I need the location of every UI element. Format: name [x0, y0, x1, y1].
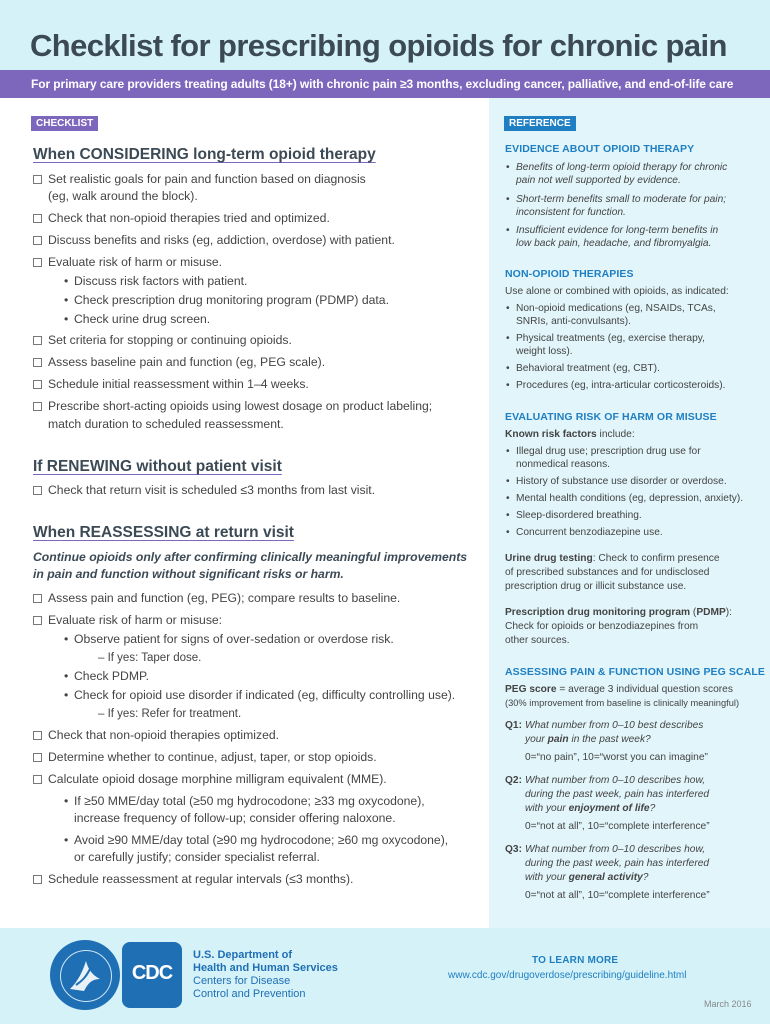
reference-bullet: • Physical treatments (eg, exercise therapy, [516, 332, 705, 345]
reassessing-heading: When REASSESSING at return visit [33, 524, 294, 541]
sub-note: – If yes: Refer for treatment. [98, 708, 242, 720]
reference-bullet: • History of substance use disorder or overdose. [516, 475, 727, 488]
checkbox-icon[interactable] [33, 175, 42, 184]
sub-bullet-cont: increase frequency of follow-up; consider offering naloxone. [74, 811, 396, 825]
checklist-item: Determine whether to continue, adjust, taper, or stop opioids. [48, 750, 377, 764]
checklist-item: Assess baseline pain and function (eg, PEG scale). [48, 355, 326, 369]
sub-bullet: • Check urine drug screen. [74, 311, 210, 327]
learn-more-label: TO LEARN MORE [532, 955, 619, 966]
hhs-name: U.S. Department of Health and Human Services [193, 949, 338, 974]
reference-bullet: • Illegal drug use; prescription drug use for [516, 445, 701, 458]
reference-bullet: • Procedures (eg, intra-articular corticosteroids). [516, 379, 726, 392]
considering-heading: When CONSIDERING long-term opioid therapy [33, 146, 376, 163]
reassessing-note: in pain and function without significant risks or harm. [33, 567, 344, 581]
checkbox-icon[interactable] [33, 594, 42, 603]
pdmp-heading: Prescription drug monitoring program (PDMP): [505, 607, 732, 618]
reference-text: Use alone or combined with opioids, as indicated: [505, 286, 729, 297]
checklist-item: Discuss benefits and risks (eg, addiction, overdose) with patient. [48, 233, 395, 247]
q2-text: What number from 0–10 describes how, [525, 775, 706, 786]
checklist-item-cont: (eg, walk around the block). [48, 189, 198, 203]
reference-bullet: • Behavioral treatment (eg, CBT). [516, 362, 660, 375]
q1-text: What number from 0–10 best describes [525, 720, 704, 731]
page-title: Checklist for prescribing opioids for chronic pain [30, 28, 727, 63]
q2-label: Q2: [505, 775, 522, 786]
checklist-item: Schedule initial reassessment within 1–4 weeks. [48, 377, 309, 391]
reference-bullet-cont: inconsistent for function. [516, 207, 626, 218]
publication-date: March 2016 [704, 999, 752, 1009]
checklist-item: Schedule reassessment at regular intervals (≤3 months). [48, 872, 354, 886]
checkbox-icon[interactable] [33, 258, 42, 267]
checklist-item: Set realistic goals for pain and function based on diagnosis [48, 172, 366, 186]
reference-bullet: • Non-opioid medications (eg, NSAIDs, TCAs, [516, 302, 716, 315]
sub-bullet: • Avoid ≥90 MME/day total (≥90 mg hydrocodone; ≥60 mg oxycodone), [74, 832, 448, 848]
urine-drug-testing: Urine drug testing: Check to confirm presence [505, 553, 720, 564]
reference-bullet: • Benefits of long-term opioid therapy for chronic [516, 161, 727, 174]
checklist-item: Prescribe short-acting opioids using lowest dosage on product labeling; [48, 399, 433, 413]
reference-text: other sources. [505, 635, 570, 646]
reassessing-note: Continue opioids only after confirming clinically meaningful improvements [33, 550, 468, 564]
risk-heading: EVALUATING RISK OF HARM OR MISUSE [505, 411, 717, 423]
reference-text: prescription drug or illicit substance use. [505, 581, 687, 592]
checklist-item: Calculate opioid dosage morphine milligram equivalent (MME). [48, 772, 387, 786]
sub-bullet-cont: or carefully justify; consider specialist referral. [74, 850, 320, 864]
cdc-logo-text: CDC [131, 962, 173, 984]
reference-tag: REFERENCE [504, 116, 576, 131]
reference-bullet-cont: pain not well supported by evidence. [516, 175, 681, 186]
checklist-item: Evaluate risk of harm or misuse: [48, 613, 223, 627]
sub-note: – If yes: Taper dose. [98, 652, 202, 664]
reference-bullet: • Short-term benefits small to moderate for pain; [516, 193, 726, 206]
peg-heading: ASSESSING PAIN & FUNCTION USING PEG SCALE [505, 666, 766, 678]
reference-bullet-cont: weight loss). [516, 346, 573, 357]
checklist-item: Check that non-opioid therapies optimized. [48, 728, 280, 742]
sub-bullet: • If ≥50 MME/day total (≥50 mg hydrocodone; ≥33 mg oxycodone), [74, 793, 425, 809]
peg-score: PEG score = average 3 individual question scores [505, 684, 733, 695]
sub-bullet: • Observe patient for signs of over-sedation or overdose risk. [74, 631, 394, 647]
checkbox-icon[interactable] [33, 616, 42, 625]
checkbox-icon[interactable] [33, 380, 42, 389]
checkbox-icon[interactable] [33, 336, 42, 345]
hhs-eagle-icon [66, 955, 104, 995]
q2-text: during the past week, pain has interfered [525, 789, 710, 800]
checkbox-icon[interactable] [33, 402, 42, 411]
checklist-item: Evaluate risk of harm or misuse. [48, 255, 223, 269]
checkbox-icon[interactable] [33, 753, 42, 762]
sub-bullet: • Check PDMP. [74, 668, 149, 684]
q1-text: your pain in the past week? [525, 734, 651, 745]
checklist-item: Check that non-opioid therapies tried and optimized. [48, 211, 330, 225]
q1-label: Q1: [505, 720, 522, 731]
reference-bullet-cont: nonmedical reasons. [516, 459, 611, 470]
reference-bullet-cont: SNRIs, anti-convulsants). [516, 316, 631, 327]
q3-label: Q3: [505, 844, 522, 855]
checklist-item: Assess pain and function (eg, PEG); compare results to baseline. [48, 591, 401, 605]
reference-bullet: • Mental health conditions (eg, depression, anxiety). [516, 492, 743, 505]
q3-text: with your general activity? [525, 872, 649, 883]
reference-bullet: • Concurrent benzodiazepine use. [516, 526, 663, 539]
q3-scale: 0=“not at all”, 10=“complete interference” [525, 890, 710, 901]
checkbox-icon[interactable] [33, 875, 42, 884]
checkbox-icon[interactable] [33, 214, 42, 223]
reference-text: of prescribed substances and for undisclosed [505, 567, 710, 578]
reference-bullet: • Insufficient evidence for long-term benefits in [516, 224, 718, 237]
known-risk-factors: Known risk factors include: [505, 429, 635, 440]
q1-scale: 0=“no pain”, 10=“worst you can imagine” [525, 752, 708, 763]
cdc-name: Centers for Disease Control and Prevention [193, 975, 306, 1000]
sub-bullet: • Discuss risk factors with patient. [74, 273, 247, 289]
evidence-heading: EVIDENCE ABOUT OPIOID THERAPY [505, 143, 695, 155]
page-subtitle: For primary care providers treating adults (18+) with chronic pain ≥3 months, excluding cancer, palliative, and end-of-life care [31, 77, 734, 91]
checklist-item-cont: match duration to scheduled reassessment. [48, 417, 284, 431]
checkbox-icon[interactable] [33, 731, 42, 740]
q2-scale: 0=“not at all”, 10=“complete interference” [525, 821, 710, 832]
checkbox-icon[interactable] [33, 236, 42, 245]
q3-text: during the past week, pain has interfered [525, 858, 710, 869]
checkbox-icon[interactable] [33, 358, 42, 367]
nonopioid-heading: NON-OPIOID THERAPIES [505, 268, 634, 280]
reference-text: Check for opioids or benzodiazepines from [505, 621, 699, 632]
checklist-item: Set criteria for stopping or continuing opioids. [48, 333, 292, 347]
sub-bullet: • Check prescription drug monitoring program (PDMP) data. [74, 292, 389, 308]
peg-note: (30% improvement from baseline is clinically meaningful) [505, 698, 740, 708]
reference-bullet-cont: low back pain, headache, and fibromyalgia. [516, 238, 712, 249]
q3-text: What number from 0–10 describes how, [525, 844, 706, 855]
renewing-heading: If RENEWING without patient visit [33, 458, 282, 475]
guideline-link[interactable]: www.cdc.gov/drugoverdose/prescribing/guideline.html [448, 970, 687, 981]
checklist-item: Check that return visit is scheduled ≤3 months from last visit. [48, 483, 376, 497]
checkbox-icon[interactable] [33, 486, 42, 495]
reference-bullet: • Sleep-disordered breathing. [516, 509, 642, 522]
checkbox-icon[interactable] [33, 775, 42, 784]
sub-bullet: • Check for opioid use disorder if indicated (eg, difficulty controlling use). [74, 687, 455, 703]
checklist-tag: CHECKLIST [31, 116, 98, 131]
q2-text: with your enjoyment of life? [525, 803, 656, 814]
